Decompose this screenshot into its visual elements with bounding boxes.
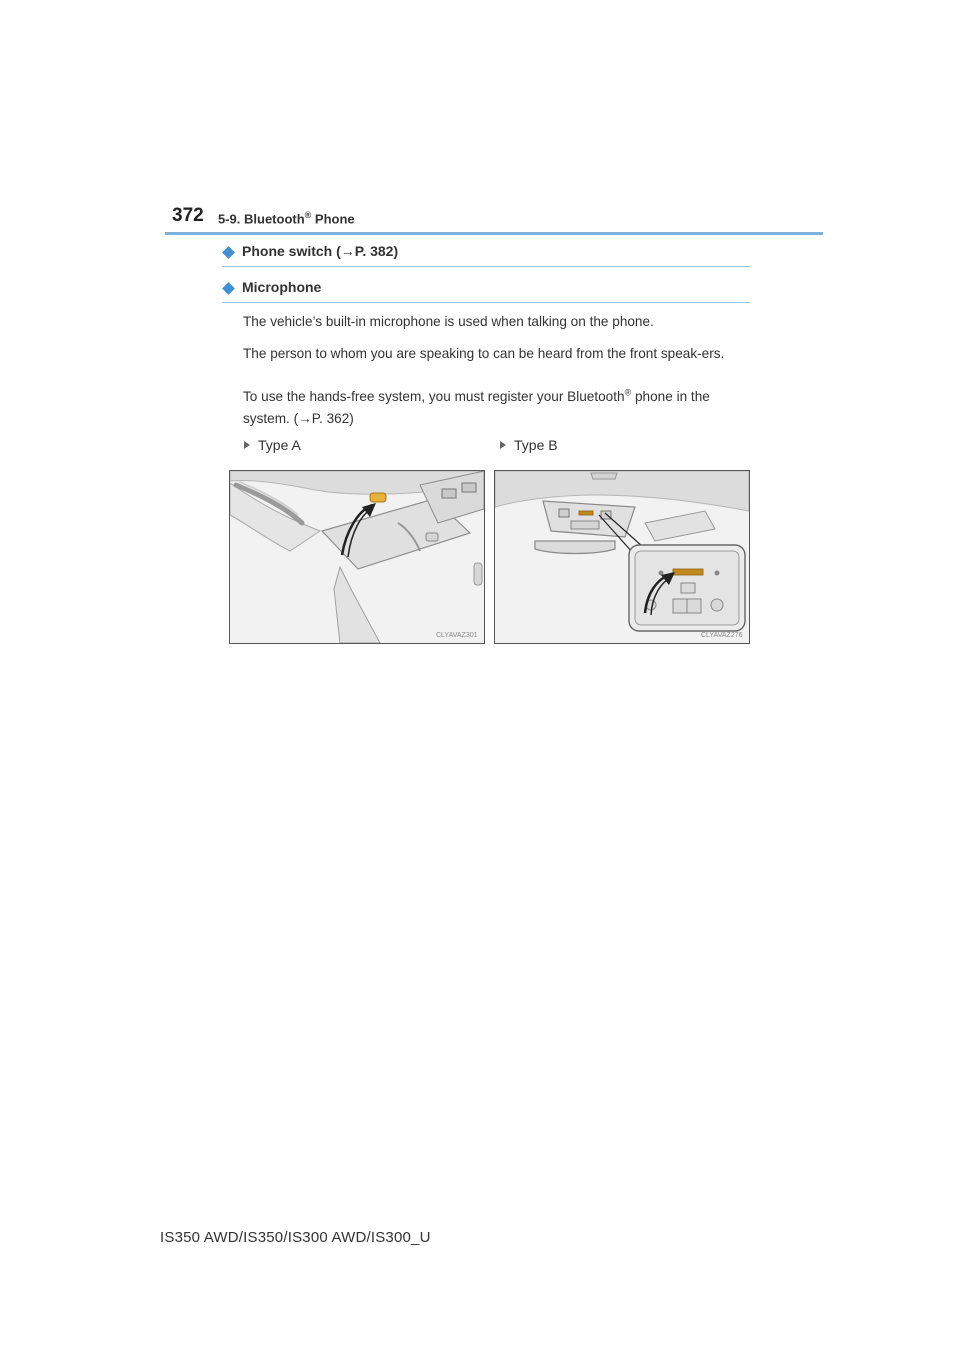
- figure-code: CLYAVAZ276: [701, 632, 743, 639]
- figure-label-type-b: [500, 437, 558, 453]
- section-title: [218, 210, 355, 226]
- diamond-bullet-icon: [222, 282, 234, 294]
- footer-model-text: IS350 AWD/IS350/IS300 AWD/IS300_U: [160, 1229, 431, 1246]
- heading-microphone: [222, 281, 750, 303]
- overhead-console-microphone-illustration: [495, 471, 749, 643]
- section-title-text: 5-9. Bluetooth: [218, 211, 305, 227]
- paragraph-text: To use the hands-free system, you must register your Bluetooth: [243, 389, 625, 404]
- triangle-bullet-icon: [244, 441, 250, 449]
- heading-text: Microphone: [242, 279, 322, 295]
- section-title-suffix: Phone: [311, 211, 355, 227]
- triangle-bullet-icon: [500, 441, 506, 449]
- illustration-type-a: [229, 470, 485, 644]
- figure-label-type-a: [244, 437, 301, 453]
- paragraph-register-phone: [243, 386, 753, 430]
- overhead-console-microphone-illustration: [230, 471, 484, 643]
- paragraph-microphone-use: The vehicle’s built-in microphone is used when talking on the phone.: [243, 314, 654, 329]
- registered-mark: ®: [304, 210, 312, 220]
- paragraph-text-end: phone in the system. (→P. 362): [243, 389, 710, 426]
- diamond-bullet-icon: [222, 246, 234, 258]
- figure-label-text: Type B: [514, 437, 558, 453]
- illustration-type-b: [494, 470, 750, 644]
- heading-text: Phone switch (→P. 382): [242, 243, 399, 259]
- registered-mark: ®: [624, 387, 632, 398]
- header-rule: [165, 232, 823, 235]
- page-number: 372: [172, 205, 204, 226]
- heading-phone-switch: [222, 245, 750, 267]
- figure-code: CLYAVAZ301: [436, 632, 478, 639]
- paragraph-front-speakers: The person to whom you are speaking to can be heard from the front speak-ers.: [243, 346, 725, 361]
- figure-label-text: Type A: [258, 437, 301, 453]
